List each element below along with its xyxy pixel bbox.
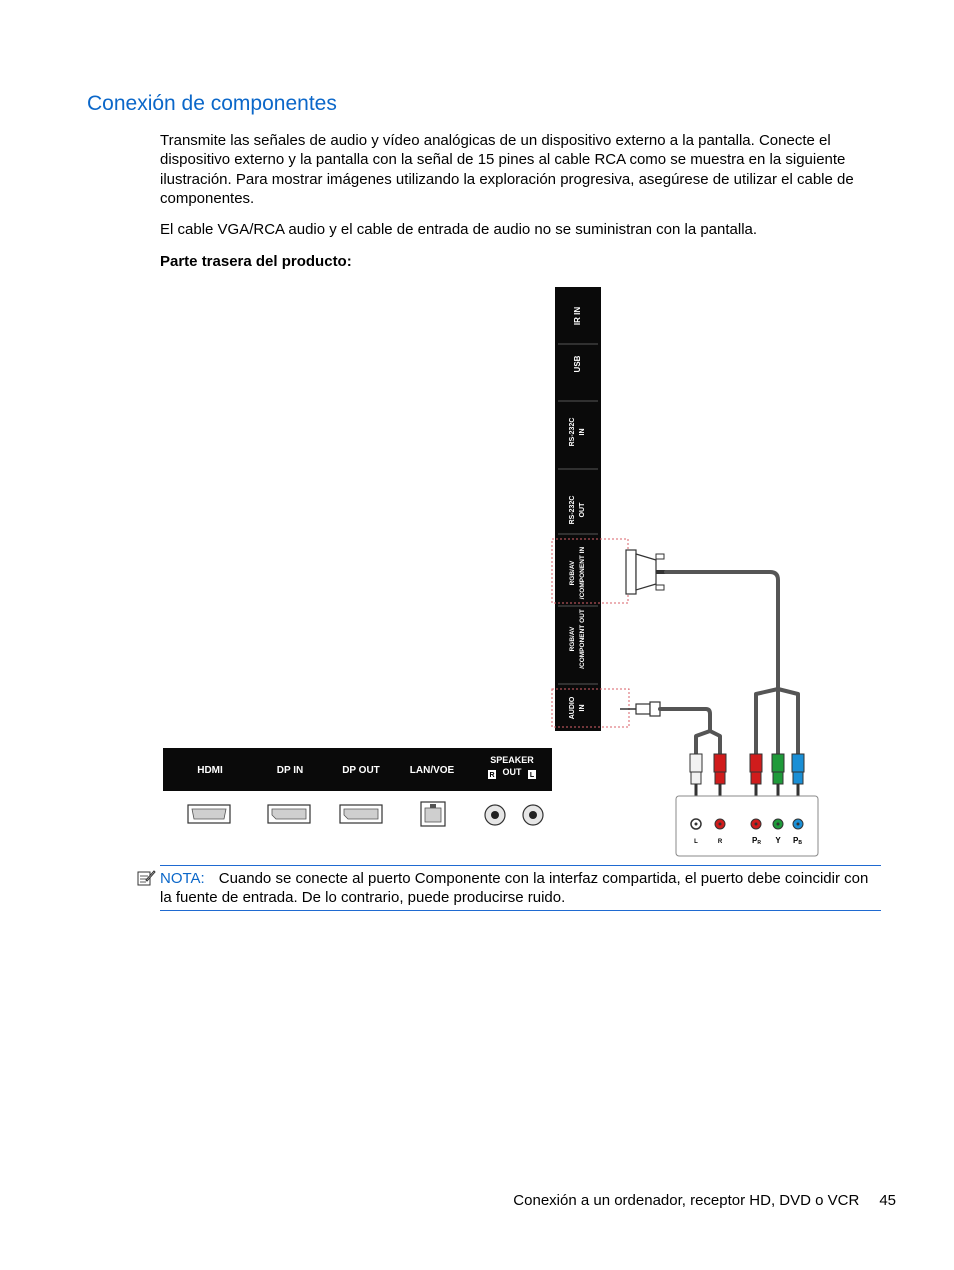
vertical-port-panel (555, 287, 601, 731)
port-label-r: R (489, 772, 495, 779)
port-label-rs232c-out-1: RS-232C (569, 495, 576, 525)
device-label-r: R (717, 839, 723, 845)
port-label-component-in-1: RGB/AV (569, 560, 576, 586)
port-label-rs232c-out-2: OUT (579, 502, 586, 518)
port-label-ir-in: IR IN (573, 306, 582, 326)
dp-out-port-icon (340, 805, 382, 823)
connection-diagram (158, 284, 888, 864)
footer-title: Conexión a un ordenador, receptor HD, DVD o VCR (513, 1192, 860, 1209)
port-label-hdmi: HDMI (197, 765, 223, 776)
section-heading: Conexión de componentes (87, 92, 337, 115)
lan-port-icon (421, 802, 445, 826)
port-label-component-out-1: RGB/AV (569, 626, 576, 652)
port-label-component-in-2: /COMPONENT IN (579, 546, 586, 600)
port-label-rs232c-in-2: IN (579, 428, 586, 436)
port-label-speaker: SPEAKER (490, 755, 534, 765)
note-icon (136, 868, 156, 888)
port-label-l: L (529, 772, 535, 779)
port-label-audio-in-1: AUDIO (569, 696, 576, 720)
port-label-component-out-2: /COMPONENT OUT (579, 609, 586, 669)
port-label-out: OUT (502, 767, 522, 777)
hdmi-port-icon (188, 805, 230, 823)
audio-cable (660, 709, 720, 754)
port-label-dp-in: DP IN (276, 765, 304, 776)
external-device (676, 796, 818, 856)
dp-in-port-icon (268, 805, 310, 823)
page-footer (513, 1191, 896, 1210)
audio-jack-icon (620, 702, 660, 716)
cable-note-paragraph: El cable VGA/RCA audio y el cable de entrada de audio no se suministran con la pantalla. (160, 221, 758, 238)
device-label-y: Y (775, 836, 781, 845)
speaker-r-jack-icon (485, 805, 505, 825)
port-label-audio-in-2: IN (579, 704, 586, 712)
vga-connector-icon (626, 550, 666, 594)
note-label: NOTA: (160, 870, 205, 887)
device-label-pr: PR (752, 836, 761, 846)
device-label-l: L (694, 839, 698, 845)
vga-cable (666, 572, 798, 754)
note-box (160, 865, 881, 911)
intro-paragraph: Transmite las señales de audio y vídeo analógicas de un dispositivo externo a la pantalla. Conecte el dispositivo externo y la pantalla con la señal de 15 pines al cable RCA como se muestra en la siguiente ilustración. Para mostrar imágenes utilizando la exploración progresiva, asegúrese de utilizar el cable de componentes. (160, 132, 854, 208)
device-label-pb: PB (793, 836, 802, 846)
speaker-l-jack-icon (523, 805, 543, 825)
page-number: 45 (879, 1192, 896, 1209)
product-rear-heading: Parte trasera del producto: (160, 253, 352, 270)
note-text: Cuando se conecte al puerto Componente con la interfaz compartida, el puerto debe coincidir con la fuente de entrada. De lo contrario, puede producirse ruido. (160, 870, 869, 907)
port-label-lan-voe: LAN/VOE (409, 765, 455, 776)
port-label-rs232c-in-1: RS-232C (569, 417, 576, 447)
port-label-usb: USB (573, 355, 582, 373)
port-label-dp-out: DP OUT (342, 765, 380, 776)
